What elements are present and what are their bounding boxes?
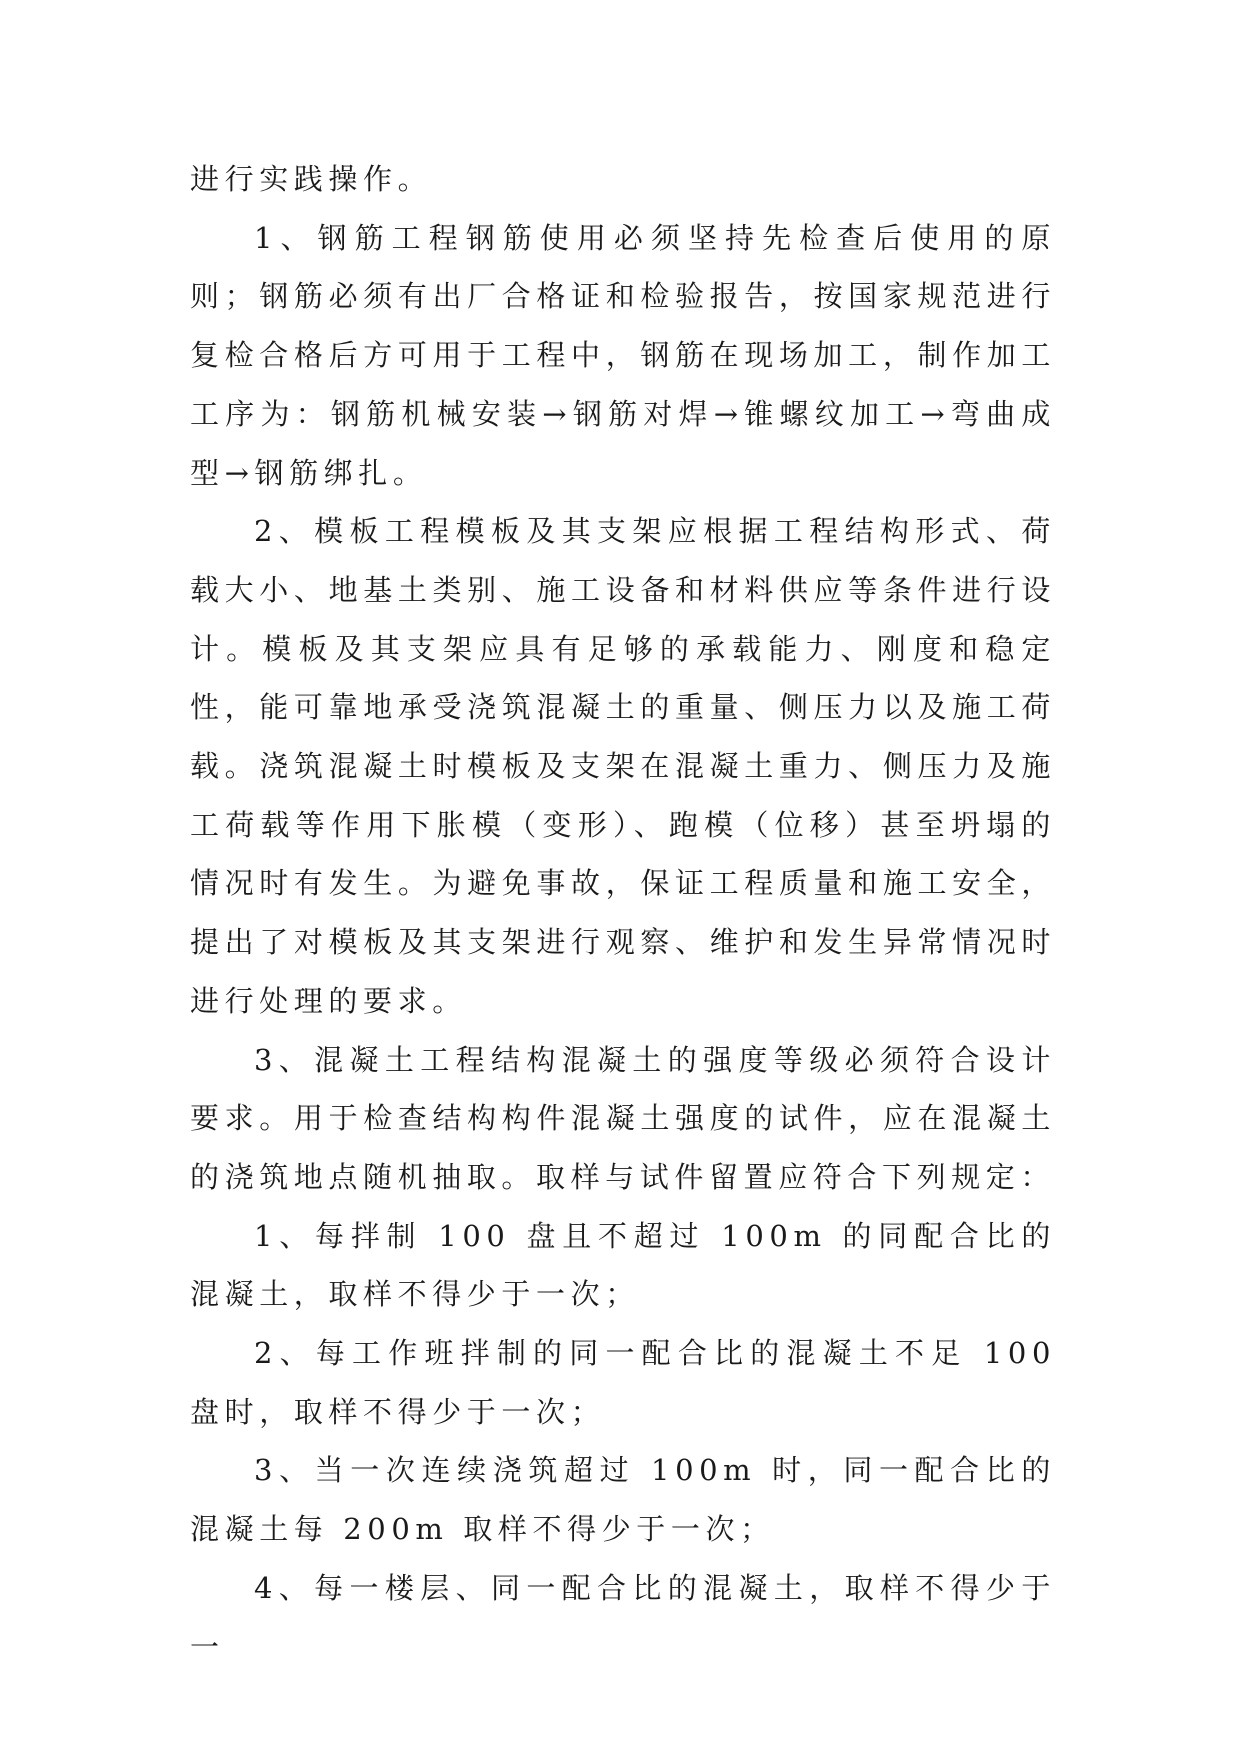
paragraph-formwork-engineering: 2、模板工程模板及其支架应根据工程结构形式、荷载大小、地基土类别、施工设备和材料供应等条件进行设计。模板及其支架应具有足够的承载能力、刚度和稳定性，能可靠地承受浇筑混凝土的重量、侧压力以及施工荷载。浇筑混凝土时模板及支架在混凝土重力、侧压力及施工荷载等作用下胀模（变形）、跑模（位移）甚至坍塌的情况时有发生。为避免事故，保证工程质量和施工安全，提出了对模板及其支架进行观察、维护和发生异常情况时进行处理的要求。 bbox=[190, 514, 1056, 1018]
paragraph-intro-end: 进行实践操作。 bbox=[190, 162, 433, 196]
paragraph-concrete-engineering: 3、混凝土工程结构混凝土的强度等级必须符合设计要求。用于检查结构构件混凝土强度的试件，应在混凝土的浇筑地点随机抽取。取样与试件留置应符合下列规定： bbox=[190, 1042, 1056, 1194]
paragraph-rule-4: 4、每一楼层、同一配合比的混凝土，取样不得少于一 bbox=[190, 1570, 1056, 1664]
paragraph-rebar-engineering: 1、钢筋工程钢筋使用必须坚持先检查后使用的原则；钢筋必须有出厂合格证和检验报告，按国家规范进行复检合格后方可用于工程中，钢筋在现场加工，制作加工工序为：钢筋机械安装→钢筋对焊→锥螺纹加工→弯曲成型→钢筋绑扎。 bbox=[190, 220, 1056, 490]
paragraph-rule-3: 3、当一次连续浇筑超过 100m 时，同一配合比的混凝土每 200m 取样不得少于一次； bbox=[190, 1453, 1056, 1547]
paragraph-rule-1: 1、每拌制 100 盘且不超过 100m 的同配合比的混凝土，取样不得少于一次； bbox=[190, 1218, 1056, 1312]
paragraph-rule-2: 2、每工作班拌制的同一配合比的混凝土不足 100 盘时，取样不得少于一次； bbox=[190, 1336, 1056, 1429]
document-page bbox=[190, 150, 1056, 1676]
